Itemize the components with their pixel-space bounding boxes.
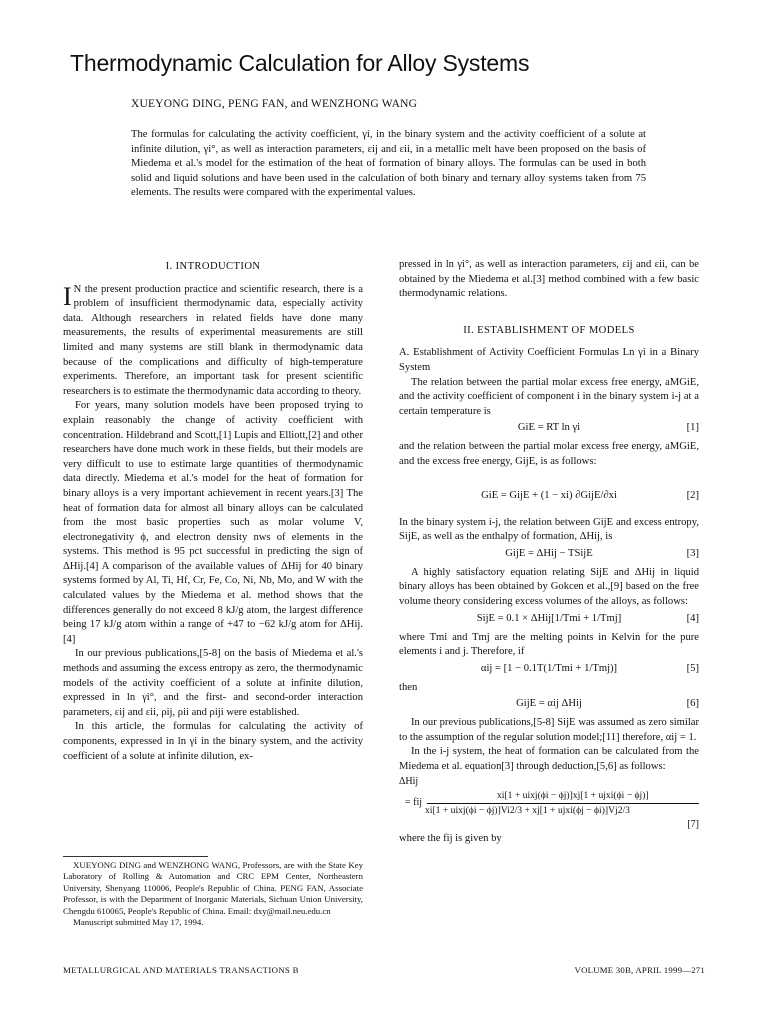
equation-3-body: GijE = ΔHij − TSijE: [505, 547, 593, 559]
equation-4: [399, 612, 699, 629]
models-paragraph-5: where Tmi and Tmj are the melting points in Kelvin for the pure elements i and j. Therefore, if: [399, 631, 699, 658]
left-column: [63, 258, 363, 764]
journal-name: METALLURGICAL AND MATERIALS TRANSACTIONS B: [63, 965, 299, 975]
drop-cap: I: [63, 281, 72, 311]
intro-paragraph-1: N the present production practice and scientific research, there is a problem of insufficient thermodynamic data, especially activity data. Although researchers in related fields have done many measurements, the results of experimental measurements are still limited and many systems are still blank in thermodynamic data because of the complications and difficulty of high-temperature experiments. Therefore, an important task for present scientific researchers is to estimate the thermodynamic data according to theory.: [63, 283, 363, 397]
equation-6-body: GijE = αij ΔHij: [516, 698, 582, 710]
equation-7-lead: = fij: [405, 796, 423, 808]
intro-paragraph-3: In our previous publications,[5-8] on the basis of Miedema et al.'s methods and assuming the excess entropy as zero, the thermodynamic models of the activity coefficient of a solute at infinite dilution, expressed in ln γi°, and the first- and second-order interaction parameters, εij and εii, ρij, ρii and ρiji were established.: [63, 648, 363, 718]
manuscript-date: Manuscript submitted May 17, 1994.: [73, 917, 204, 928]
subsection-heading-a: A. Establishment of Activity Coefficient Formulas Ln γi in a Binary System: [399, 347, 699, 373]
intro-paragraph-4: In this article, the formulas for calculating the activity of components, expressed in ln γi in the binary system, and the activity coefficient of a solute at infinite dilution, ex-: [63, 721, 363, 762]
models-paragraph-4: A highly satisfactory equation relating SijE and ΔHij in liquid binary alloys has been obtained by Gokcen et al.,[9] based on the free volume theory considering excess volumes of the alloys, as follows:: [399, 566, 699, 607]
equation-7-denominator: xi[1 + uixj(ϕi − ϕj)]Vi2/3 + xj[1 + ujxi(ϕj − ϕi)]Vj2/3: [425, 804, 630, 816]
equation-7-numerator: xi[1 + uixj(ϕi − ϕj)]xj[1 + ujxi(ϕi − ϕj)]: [427, 789, 699, 804]
models-paragraph-7: In our previous publications,[5-8] SijE was assumed as zero similar to the assumption of the regular solution model;[11] therefore, αij = 1.: [399, 717, 699, 743]
section-heading-introduction: I. INTRODUCTION: [165, 261, 261, 272]
equation-2: [399, 480, 699, 514]
intro-paragraph-2: For years, many solution models have been proposed trying to explain reasonably the change of activity coefficient with concentration. Hildebrand and Scott,[1] Lupis and Elliott,[2] and other researchers have done much work in these fields, but their models are very difficult to use to estimate large quantities of thermodynamic data directly. Miedema et al.'s model for the heat of formation for binary alloys is a very important achievement in recent years.[3] The heat of formation data for almost all binary alloys can be calculated from the most basic properties such as molar volume V, electronegativity ϕ, and electron density nws of elements in the systems. This method is 95 pct successful in predicting the sign of ΔHij.[4] A comparison of the available values of ΔHij for 40 binary systems formed by Al, Ti, Hf, Cr, Fe, Co, Ni, Nb, Mo, and W with the calculated values by the Miedema et al. method shows that the differences generally do not exceed 8 kJ/g atom, the largest difference being 17 kJ/g atom within a range of +47 to −62 kJ/g atom for ΔHij.[4]: [63, 400, 363, 645]
volume-page: VOLUME 30B, APRIL 1999—271: [574, 965, 705, 975]
models-paragraph-3: In the binary system i-j, the relation between GijE and excess entropy, SijE, as well as the enthalpy of formation, ΔHij, is: [399, 516, 699, 543]
models-paragraph-2: and the relation between the partial molar excess free energy, aMGiE, and the excess free energy, GijE, is as follows:: [399, 441, 699, 467]
equation-4-body: SijE = 0.1 × ΔHij[1/Tmi + 1/Tmj]: [476, 612, 622, 624]
equation-5-number: [5]: [686, 662, 699, 674]
equation-6-number: [6]: [686, 698, 699, 710]
equation-7-lhs: ΔHij: [399, 775, 419, 787]
equation-1: [399, 421, 699, 438]
models-paragraph-8: In the i-j system, the heat of formation can be calculated from the Miedema et al. equation[3] through deduction,[5,6] as follows:: [399, 746, 699, 773]
footnote-divider: [63, 856, 208, 857]
equation-7-number: [7]: [687, 818, 699, 830]
equation-4-number: [4]: [686, 612, 699, 624]
equation-6: [399, 697, 699, 714]
models-paragraph-6: then: [399, 681, 418, 693]
equation-2-number: [2]: [686, 489, 699, 501]
right-column: [399, 258, 699, 846]
equation-1-number: [1]: [686, 422, 699, 434]
equation-7: [399, 775, 699, 832]
continued-paragraph: pressed in ln γi°, as well as interaction parameters, εij and εii, can be obtained by the Miedema et al.[3] method combined with a few basic thermodynamic relations.: [399, 259, 699, 300]
equation-2-body: GiE = GijE + (1 − xi) ∂GijE/∂xi: [481, 489, 617, 501]
equation-1-body: GiE = RT ln γi: [517, 422, 581, 434]
models-paragraph-1: The relation between the partial molar excess free energy, aMGiE, and the activity coefficient of component i in the binary system i-j at a certain temperature is: [399, 376, 699, 417]
section-heading-models: II. ESTABLISHMENT OF MODELS: [463, 324, 635, 336]
paper-title: Thermodynamic Calculation for Alloy Systems: [70, 50, 530, 76]
equation-5-body: αij = [1 − 0.1T(1/Tmi + 1/Tmj)]: [480, 662, 618, 674]
abstract: The formulas for calculating the activity coefficient, γi, in the binary system and the activity coefficient of a solute at infinite dilution, γi°, as well as interaction parameters, εij and εii, in a metallic melt have been proposed on the basis of Miedema et al.'s model for the estimation of the heat of formation of binary alloys. The formulas can be used in both solid and liquid solutions and have been used in the calculation of both binary and ternary alloy systems taken from 75 elements. The results were compared with the experimental values.: [131, 129, 646, 199]
authors: XUEYONG DING, PENG FAN, and WENZHONG WANG: [131, 98, 418, 110]
author-footnote: [63, 860, 363, 928]
equation-3: [399, 547, 699, 564]
models-paragraph-9: where the fij is given by: [399, 832, 502, 844]
author-affiliations: XUEYONG DING and WENZHONG WANG, Professors, are with the State Key Laboratory of Rolling & Automation and CRC EPM Center, Northeastern University, Shenyang 110006, People's Republic of China. PENG FAN, Associate Professor, is with the Department of Inorganic Materials, Sichuan Union University, Chengdu 610065, People's Republic of China. Email: dxy@mail.neu.edu.cn: [63, 860, 363, 916]
equation-3-number: [3]: [686, 547, 699, 559]
equation-5: [399, 662, 699, 679]
